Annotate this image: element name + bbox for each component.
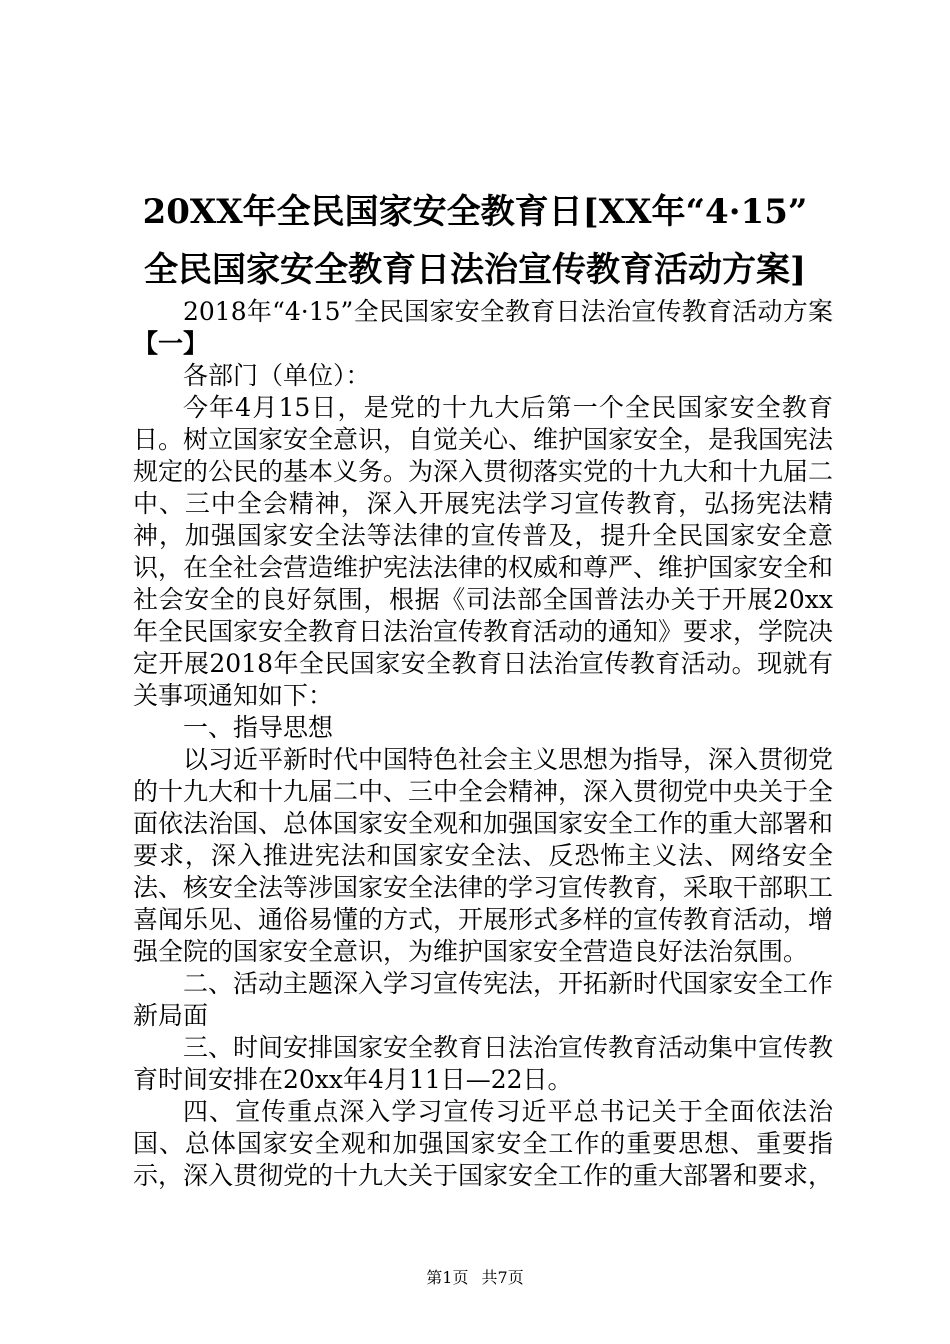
document-title-line-2: 全民国家安全教育日法治宣传教育活动方案] [143,250,807,290]
page-footer [0,1268,950,1288]
salutation: 各部门（单位）： [183,361,371,390]
document-title-line-1: 20XX年全民国家安全教育日[XX年“4·15” [142,192,808,232]
intro-paragraph: 今年4月15日，是党的十九大后第一个全民国家安全教育日。树立国家安全意识，自觉关心、维护国家安全，是我国宪法规定的公民的基本义务。为深入贯彻落实党的十九大和十九届二中、三中全会精神，深入开展宪法学习宣传教育，弘扬宪法精神，加强国家安全法等法律的宣传普及，提升全民国家安全意识，在全社会营造维护宪法法律的权威和尊严、维护国家安全和社会安全的良好氛围，根据《司法部全国普法办关于开展20xx年全民国家安全教育日法治宣传教育活动的通知》要求，学院决定开展2018年全民国家安全教育日法治宣传教育活动。现就有关事项通知如下： [133,393,834,710]
guiding-ideology-paragraph: 以习近平新时代中国特色社会主义思想为指导，深入贯彻党的十九大和十九届二中、三中全会精神，深入贯彻党中央关于全面依法治国、总体国家安全观和加强国家安全工作的重大部署和要求，深入推进宪法和国家安全法、反恐怖主义法、网络安全法、核安全法等涉国家安全法律的学习宣传教育，采取干部职工喜闻乐见、通俗易懂的方式，开展形式多样的宣传教育活动，增强全院的国家安全意识，为维护国家安全营造良好法治氛围。 [133,745,834,966]
subtitle-text: 2018年“4·15”全民国家安全教育日法治宣传教育活动方案 [183,297,833,326]
page-total: 共7页 [481,1268,524,1287]
section-heading-guiding-ideology: 一、指导思想 [183,713,334,742]
subtitle-bracket: 【一】 [133,329,209,358]
subtitle [133,296,833,360]
page-number: 第1页 [426,1268,469,1287]
publicity-focus-paragraph: 四、宣传重点深入学习宣传习近平总书记关于全面依法治国、总体国家安全观和加强国家安全工作的重要思想、重要指示，深入贯彻党的十九大关于国家安全工作的重大部署和要求， [133,1097,834,1190]
schedule-paragraph: 三、时间安排国家安全教育日法治宣传教育活动集中宣传教育时间安排在20xx年4月11日—22日。 [133,1033,834,1094]
document-body [133,296,833,1192]
activity-theme-paragraph: 二、活动主题深入学习宣传宪法，开拓新时代国家安全工作新局面 [133,969,834,1030]
